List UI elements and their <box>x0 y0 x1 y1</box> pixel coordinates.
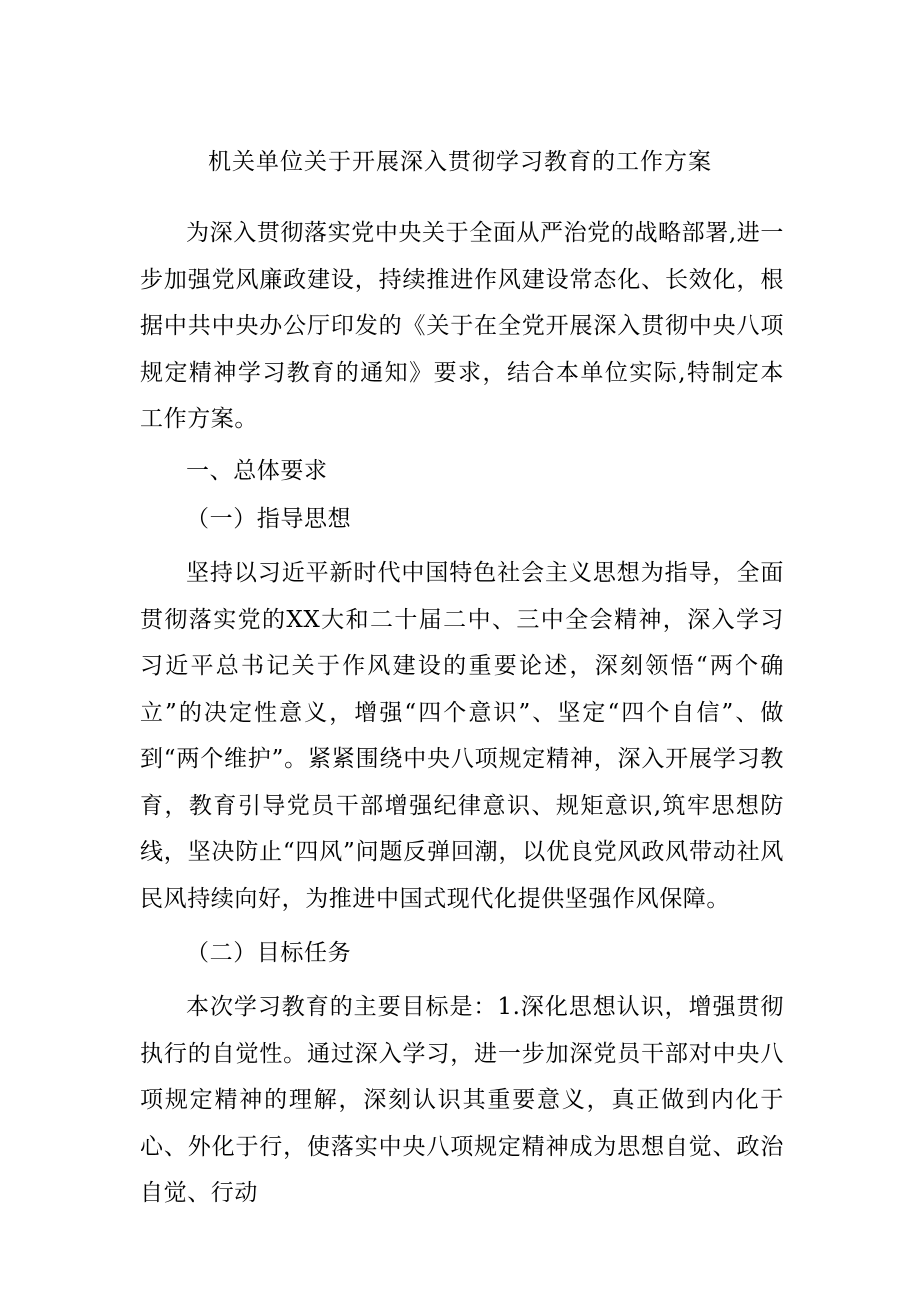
document-title: 机关单位关于开展深入贯彻学习教育的工作方案 <box>208 149 712 175</box>
guiding-thought-paragraph: 坚持以习近平新时代中国特色社会主义思想为指导，全面贯彻落实党的XX大和二十届二中、三中全会精神，深入学习习近平总书记关于作风建设的重要论述，深刻领悟“两个确立”的决定性意义，增强“四个意识”、坚定“四个自信”、做到“两个维护”。紧紧围绕中央八项规定精神，深入开展学习教育，教育引导党员干部增强纪律意识、规矩意识,筑牢思想防线，坚决防止“四风”问题反弹回潮，以优良党风政风带动社风民风持续向好，为推进中国式现代化提供坚强作风保障。 <box>140 560 784 912</box>
section-heading-general-requirements: 一、总体要求 <box>186 458 328 484</box>
intro-paragraph: 为深入贯彻落实党中央关于全面从严治党的战略部署,进一步加强党风廉政建设，持续推进作风建设常态化、长效化，根据中共中央办公厅印发的《关于在全党开展深入贯彻中央八项规定精神学习教育的通知》要求，结合本单位实际,特制定本工作方案。 <box>140 220 784 432</box>
subsection-heading-guiding-thought: （一）指导思想 <box>186 506 352 532</box>
objectives-paragraph: 本次学习教育的主要目标是：1.深化思想认识，增强贯彻执行的自觉性。通过深入学习，进一步加深党员干部对中央八项规定精神的理解，深刻认识其重要意义，真正做到内化于心、外化于行，使落实中央八项规定精神成为思想自觉、政治自觉、行动 <box>140 994 784 1206</box>
subsection-heading-objectives: （二）目标任务 <box>186 940 352 966</box>
